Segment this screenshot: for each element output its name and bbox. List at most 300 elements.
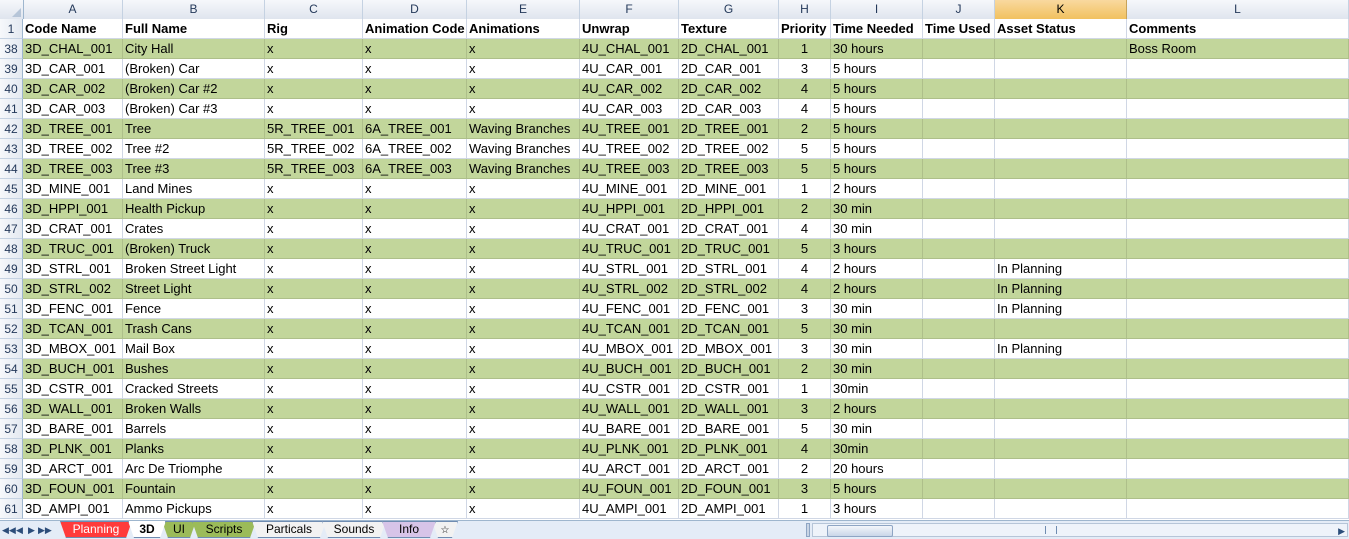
table-cell[interactable]: 5R_TREE_002 [265, 139, 363, 159]
table-cell[interactable] [1127, 279, 1349, 299]
table-cell[interactable] [1127, 259, 1349, 279]
table-cell[interactable] [923, 479, 995, 499]
table-cell[interactable] [923, 39, 995, 59]
column-title-cell[interactable]: Animation Code [363, 19, 467, 39]
table-cell[interactable]: 4U_CRAT_001 [580, 219, 679, 239]
table-cell[interactable]: 2D_FENC_001 [679, 299, 779, 319]
table-cell[interactable]: 5 [779, 319, 831, 339]
table-cell[interactable] [1127, 199, 1349, 219]
table-cell[interactable] [923, 99, 995, 119]
table-cell[interactable]: In Planning [995, 279, 1127, 299]
table-cell[interactable]: 2 [779, 199, 831, 219]
table-cell[interactable]: x [467, 499, 580, 519]
table-cell[interactable] [1127, 459, 1349, 479]
table-cell[interactable]: 6A_TREE_002 [363, 139, 467, 159]
table-cell[interactable]: Waving Branches [467, 159, 580, 179]
table-cell[interactable] [1127, 339, 1349, 359]
table-cell[interactable]: x [363, 319, 467, 339]
table-cell[interactable]: 1 [779, 499, 831, 519]
table-cell[interactable]: 2 hours [831, 279, 923, 299]
table-cell[interactable]: Tree #3 [123, 159, 265, 179]
table-cell[interactable]: x [467, 179, 580, 199]
table-cell[interactable]: 5 hours [831, 99, 923, 119]
table-cell[interactable]: 5 hours [831, 479, 923, 499]
table-cell[interactable] [923, 239, 995, 259]
table-cell[interactable] [1127, 299, 1349, 319]
table-cell[interactable]: 3D_CRAT_001 [23, 219, 123, 239]
table-cell[interactable] [995, 119, 1127, 139]
table-cell[interactable]: 3 [779, 479, 831, 499]
table-cell[interactable]: Cracked Streets [123, 379, 265, 399]
tab-ui[interactable] [162, 521, 196, 538]
table-cell[interactable] [923, 399, 995, 419]
table-cell[interactable]: 2D_HPPI_001 [679, 199, 779, 219]
table-cell[interactable]: 3 hours [831, 499, 923, 519]
table-cell[interactable] [1127, 399, 1349, 419]
table-cell[interactable]: 2D_TCAN_001 [679, 319, 779, 339]
table-cell[interactable]: City Hall [123, 39, 265, 59]
column-header-c[interactable]: C [265, 0, 363, 19]
table-cell[interactable]: 3D_TREE_002 [23, 139, 123, 159]
table-cell[interactable]: 4U_AMPI_001 [580, 499, 679, 519]
tab-scripts[interactable] [192, 521, 256, 538]
table-cell[interactable]: Tree #2 [123, 139, 265, 159]
table-cell[interactable]: 6A_TREE_003 [363, 159, 467, 179]
table-cell[interactable] [995, 399, 1127, 419]
table-cell[interactable]: 3D_AMPI_001 [23, 499, 123, 519]
scroll-right-icon[interactable]: ▶ [1338, 526, 1345, 536]
table-cell[interactable]: x [265, 199, 363, 219]
table-cell[interactable] [923, 499, 995, 519]
table-cell[interactable] [1127, 479, 1349, 499]
table-cell[interactable]: 4U_CSTR_001 [580, 379, 679, 399]
table-cell[interactable] [923, 339, 995, 359]
table-cell[interactable]: x [265, 299, 363, 319]
table-cell[interactable] [923, 299, 995, 319]
table-cell[interactable]: Barrels [123, 419, 265, 439]
table-cell[interactable]: 4U_PLNK_001 [580, 439, 679, 459]
table-cell[interactable]: 4U_BUCH_001 [580, 359, 679, 379]
column-header-k[interactable]: K [995, 0, 1127, 19]
table-cell[interactable]: x [363, 359, 467, 379]
table-cell[interactable]: 5 hours [831, 139, 923, 159]
table-cell[interactable]: 2D_TRUC_001 [679, 239, 779, 259]
table-cell[interactable]: 4U_WALL_001 [580, 399, 679, 419]
table-cell[interactable]: Tree [123, 119, 265, 139]
row-number[interactable]: 57 [0, 419, 23, 439]
column-title-cell[interactable]: Priority [779, 19, 831, 39]
table-cell[interactable]: 5 hours [831, 119, 923, 139]
table-cell[interactable] [995, 459, 1127, 479]
table-cell[interactable]: x [467, 299, 580, 319]
table-cell[interactable]: 2D_TREE_003 [679, 159, 779, 179]
table-cell[interactable]: 4U_BARE_001 [580, 419, 679, 439]
table-cell[interactable] [995, 179, 1127, 199]
table-cell[interactable] [923, 419, 995, 439]
table-cell[interactable] [995, 439, 1127, 459]
table-cell[interactable] [995, 419, 1127, 439]
column-title-cell[interactable]: Unwrap [580, 19, 679, 39]
row-number[interactable]: 53 [0, 339, 23, 359]
column-title-cell[interactable]: Rig [265, 19, 363, 39]
table-cell[interactable]: Mail Box [123, 339, 265, 359]
table-cell[interactable]: 3 [779, 299, 831, 319]
table-cell[interactable]: x [265, 399, 363, 419]
table-cell[interactable]: x [265, 259, 363, 279]
table-cell[interactable]: 2D_ARCT_001 [679, 459, 779, 479]
table-cell[interactable]: 3D_CAR_003 [23, 99, 123, 119]
row-number[interactable]: 49 [0, 259, 23, 279]
table-cell[interactable]: 3D_TCAN_001 [23, 319, 123, 339]
table-cell[interactable]: x [467, 279, 580, 299]
table-cell[interactable]: 4U_STRL_001 [580, 259, 679, 279]
row-number[interactable]: 44 [0, 159, 23, 179]
table-cell[interactable]: x [265, 379, 363, 399]
table-cell[interactable]: 4 [779, 259, 831, 279]
row-number[interactable]: 58 [0, 439, 23, 459]
tab-planning[interactable] [60, 521, 132, 538]
table-cell[interactable] [1127, 219, 1349, 239]
table-cell[interactable] [995, 319, 1127, 339]
table-cell[interactable]: x [265, 479, 363, 499]
insert-sheet-icon[interactable]: ☆ [432, 521, 458, 538]
table-cell[interactable]: 2D_BUCH_001 [679, 359, 779, 379]
column-title-cell[interactable]: Time Needed [831, 19, 923, 39]
tab-info[interactable] [382, 521, 436, 538]
column-header-g[interactable]: G [679, 0, 779, 19]
table-cell[interactable]: 4 [779, 79, 831, 99]
table-cell[interactable]: 4U_STRL_002 [580, 279, 679, 299]
table-cell[interactable]: x [363, 99, 467, 119]
table-cell[interactable]: 4U_TREE_003 [580, 159, 679, 179]
table-cell[interactable] [1127, 239, 1349, 259]
table-cell[interactable]: 30 min [831, 359, 923, 379]
table-cell[interactable]: 3D_STRL_002 [23, 279, 123, 299]
table-cell[interactable]: x [265, 439, 363, 459]
table-cell[interactable]: x [265, 219, 363, 239]
table-cell[interactable]: (Broken) Car #3 [123, 99, 265, 119]
table-cell[interactable] [1127, 439, 1349, 459]
row-number[interactable]: 55 [0, 379, 23, 399]
table-cell[interactable] [995, 99, 1127, 119]
table-cell[interactable] [995, 499, 1127, 519]
table-cell[interactable]: 2D_CHAL_001 [679, 39, 779, 59]
table-cell[interactable]: Fountain [123, 479, 265, 499]
table-cell[interactable] [923, 199, 995, 219]
table-cell[interactable]: 4U_MINE_001 [580, 179, 679, 199]
table-cell[interactable]: 3D_MBOX_001 [23, 339, 123, 359]
table-cell[interactable]: 2 [779, 119, 831, 139]
table-cell[interactable]: 2D_TREE_001 [679, 119, 779, 139]
table-cell[interactable]: x [363, 479, 467, 499]
table-cell[interactable]: x [363, 379, 467, 399]
table-cell[interactable]: 4 [779, 99, 831, 119]
table-cell[interactable]: Crates [123, 219, 265, 239]
column-title-cell[interactable]: Code Name [23, 19, 123, 39]
table-cell[interactable]: x [363, 399, 467, 419]
table-cell[interactable]: 4U_CAR_003 [580, 99, 679, 119]
table-cell[interactable]: 4U_FENC_001 [580, 299, 679, 319]
table-cell[interactable]: x [467, 39, 580, 59]
table-cell[interactable] [995, 159, 1127, 179]
table-cell[interactable]: 30 min [831, 339, 923, 359]
table-cell[interactable]: x [467, 479, 580, 499]
table-cell[interactable] [923, 59, 995, 79]
table-cell[interactable]: x [363, 259, 467, 279]
select-all-corner[interactable] [0, 0, 24, 19]
column-header-j[interactable]: J [923, 0, 995, 19]
table-cell[interactable]: x [467, 259, 580, 279]
table-cell[interactable]: 5 [779, 419, 831, 439]
table-cell[interactable] [923, 359, 995, 379]
table-cell[interactable]: 2D_FOUN_001 [679, 479, 779, 499]
table-cell[interactable]: 2D_PLNK_001 [679, 439, 779, 459]
tab-particals[interactable] [252, 521, 326, 538]
table-cell[interactable]: Health Pickup [123, 199, 265, 219]
table-cell[interactable]: 5 hours [831, 59, 923, 79]
table-cell[interactable]: x [265, 239, 363, 259]
table-cell[interactable] [1127, 79, 1349, 99]
table-cell[interactable]: 30 min [831, 299, 923, 319]
table-cell[interactable] [923, 119, 995, 139]
table-cell[interactable]: 3D_BUCH_001 [23, 359, 123, 379]
table-cell[interactable]: x [265, 39, 363, 59]
table-cell[interactable]: 3 [779, 339, 831, 359]
table-cell[interactable] [995, 139, 1127, 159]
table-cell[interactable]: 3D_TREE_001 [23, 119, 123, 139]
table-cell[interactable]: 2 hours [831, 179, 923, 199]
table-cell[interactable]: Bushes [123, 359, 265, 379]
row-number[interactable]: 48 [0, 239, 23, 259]
table-cell[interactable]: 4U_TRUC_001 [580, 239, 679, 259]
table-cell[interactable]: x [467, 399, 580, 419]
table-cell[interactable]: x [467, 459, 580, 479]
table-cell[interactable]: 2 [779, 359, 831, 379]
table-cell[interactable]: 4 [779, 219, 831, 239]
column-header-l[interactable]: L [1127, 0, 1349, 19]
table-cell[interactable]: 2D_CSTR_001 [679, 379, 779, 399]
table-cell[interactable]: 3D_PLNK_001 [23, 439, 123, 459]
table-cell[interactable]: 30 min [831, 219, 923, 239]
table-cell[interactable]: 2D_MINE_001 [679, 179, 779, 199]
table-cell[interactable]: x [467, 439, 580, 459]
table-cell[interactable]: 5R_TREE_001 [265, 119, 363, 139]
row-number[interactable]: 51 [0, 299, 23, 319]
scrollbar-thumb[interactable] [827, 525, 893, 537]
column-title-cell[interactable]: Time Used [923, 19, 995, 39]
table-cell[interactable]: 5 [779, 159, 831, 179]
table-cell[interactable]: x [363, 79, 467, 99]
table-cell[interactable] [995, 239, 1127, 259]
table-cell[interactable]: Broken Street Light [123, 259, 265, 279]
row-number[interactable]: 38 [0, 39, 23, 59]
table-cell[interactable]: Land Mines [123, 179, 265, 199]
table-cell[interactable] [1127, 119, 1349, 139]
table-cell[interactable]: Broken Walls [123, 399, 265, 419]
table-cell[interactable]: 30 min [831, 419, 923, 439]
table-cell[interactable]: x [265, 99, 363, 119]
table-cell[interactable]: 2D_STRL_002 [679, 279, 779, 299]
table-cell[interactable]: x [467, 359, 580, 379]
table-cell[interactable]: x [265, 179, 363, 199]
table-cell[interactable]: 2D_CRAT_001 [679, 219, 779, 239]
table-cell[interactable]: 2D_CAR_001 [679, 59, 779, 79]
table-cell[interactable]: x [363, 459, 467, 479]
row-number[interactable]: 42 [0, 119, 23, 139]
table-cell[interactable]: 4U_MBOX_001 [580, 339, 679, 359]
table-cell[interactable]: 2 hours [831, 399, 923, 419]
table-cell[interactable]: 2D_TREE_002 [679, 139, 779, 159]
column-title-cell[interactable]: Comments [1127, 19, 1349, 39]
table-cell[interactable]: 3D_WALL_001 [23, 399, 123, 419]
row-number[interactable]: 45 [0, 179, 23, 199]
table-cell[interactable]: 3D_TREE_003 [23, 159, 123, 179]
row-number[interactable]: 41 [0, 99, 23, 119]
table-cell[interactable]: 4 [779, 279, 831, 299]
table-cell[interactable]: 30 min [831, 199, 923, 219]
table-cell[interactable]: 30 hours [831, 39, 923, 59]
row-number[interactable]: 43 [0, 139, 23, 159]
table-cell[interactable] [923, 139, 995, 159]
table-cell[interactable]: x [363, 299, 467, 319]
table-cell[interactable]: 3D_HPPI_001 [23, 199, 123, 219]
row-number[interactable]: 52 [0, 319, 23, 339]
table-cell[interactable]: x [467, 379, 580, 399]
table-cell[interactable]: Arc De Triomphe [123, 459, 265, 479]
table-cell[interactable]: 20 hours [831, 459, 923, 479]
table-cell[interactable]: x [363, 279, 467, 299]
table-cell[interactable]: x [467, 79, 580, 99]
table-cell[interactable]: 3D_CSTR_001 [23, 379, 123, 399]
table-cell[interactable]: Boss Room [1127, 39, 1349, 59]
row-number[interactable]: 59 [0, 459, 23, 479]
table-cell[interactable]: 4U_CHAL_001 [580, 39, 679, 59]
table-cell[interactable] [923, 219, 995, 239]
column-header-h[interactable]: H [779, 0, 831, 19]
table-cell[interactable] [923, 279, 995, 299]
column-header-i[interactable]: I [831, 0, 923, 19]
first-sheet-icon[interactable]: ◀◀ [2, 525, 16, 535]
table-cell[interactable]: x [363, 239, 467, 259]
table-cell[interactable]: Planks [123, 439, 265, 459]
table-cell[interactable]: 1 [779, 379, 831, 399]
table-cell[interactable] [995, 479, 1127, 499]
table-cell[interactable]: x [363, 59, 467, 79]
table-cell[interactable] [995, 39, 1127, 59]
table-cell[interactable]: Trash Cans [123, 319, 265, 339]
table-cell[interactable] [1127, 379, 1349, 399]
table-cell[interactable]: x [363, 199, 467, 219]
row-number[interactable]: 40 [0, 79, 23, 99]
table-cell[interactable]: Street Light [123, 279, 265, 299]
table-cell[interactable]: 4U_FOUN_001 [580, 479, 679, 499]
table-cell[interactable]: 3D_FOUN_001 [23, 479, 123, 499]
table-cell[interactable]: x [467, 219, 580, 239]
table-cell[interactable]: (Broken) Car #2 [123, 79, 265, 99]
table-cell[interactable]: 2 [779, 459, 831, 479]
column-title-cell[interactable]: Texture [679, 19, 779, 39]
table-cell[interactable]: x [467, 339, 580, 359]
last-sheet-icon[interactable]: ▶▶ [38, 525, 52, 535]
table-cell[interactable]: 6A_TREE_001 [363, 119, 467, 139]
table-cell[interactable]: x [467, 59, 580, 79]
table-cell[interactable]: x [265, 279, 363, 299]
table-cell[interactable]: 4U_CAR_002 [580, 79, 679, 99]
table-cell[interactable] [995, 359, 1127, 379]
table-cell[interactable] [1127, 159, 1349, 179]
table-cell[interactable]: x [363, 179, 467, 199]
table-cell[interactable]: 5 hours [831, 79, 923, 99]
table-cell[interactable]: 5 [779, 139, 831, 159]
table-cell[interactable]: x [265, 339, 363, 359]
table-cell[interactable]: 1 [779, 179, 831, 199]
table-cell[interactable] [1127, 99, 1349, 119]
table-cell[interactable] [923, 179, 995, 199]
table-cell[interactable] [923, 439, 995, 459]
table-cell[interactable]: x [467, 319, 580, 339]
table-cell[interactable]: 2D_STRL_001 [679, 259, 779, 279]
table-cell[interactable]: 2D_BARE_001 [679, 419, 779, 439]
table-cell[interactable]: 2D_AMPI_001 [679, 499, 779, 519]
column-title-cell[interactable]: Asset Status [995, 19, 1127, 39]
table-cell[interactable]: 3 [779, 399, 831, 419]
table-cell[interactable] [1127, 319, 1349, 339]
table-cell[interactable] [1127, 359, 1349, 379]
table-cell[interactable]: 3 hours [831, 239, 923, 259]
row-number[interactable]: 47 [0, 219, 23, 239]
table-cell[interactable]: 3D_CAR_001 [23, 59, 123, 79]
column-title-cell[interactable]: Full Name [123, 19, 265, 39]
table-cell[interactable]: 3D_CHAL_001 [23, 39, 123, 59]
table-cell[interactable]: 2D_MBOX_001 [679, 339, 779, 359]
table-cell[interactable]: In Planning [995, 299, 1127, 319]
table-cell[interactable] [1127, 419, 1349, 439]
table-cell[interactable]: x [265, 499, 363, 519]
table-cell[interactable]: 4U_TREE_002 [580, 139, 679, 159]
next-sheet-icon[interactable]: ▶ [28, 525, 35, 535]
table-cell[interactable]: 3D_CAR_002 [23, 79, 123, 99]
table-cell[interactable]: 4U_ARCT_001 [580, 459, 679, 479]
table-cell[interactable]: 2D_WALL_001 [679, 399, 779, 419]
prev-sheet-icon[interactable]: ◀ [16, 525, 23, 535]
table-cell[interactable]: Ammo Pickups [123, 499, 265, 519]
table-cell[interactable]: 3D_TRUC_001 [23, 239, 123, 259]
row-number[interactable]: 60 [0, 479, 23, 499]
table-cell[interactable]: x [363, 39, 467, 59]
table-cell[interactable]: Waving Branches [467, 139, 580, 159]
row-number[interactable]: 46 [0, 199, 23, 219]
row-number[interactable]: 50 [0, 279, 23, 299]
table-cell[interactable]: x [467, 419, 580, 439]
table-cell[interactable]: x [363, 419, 467, 439]
table-cell[interactable]: 4U_HPPI_001 [580, 199, 679, 219]
table-cell[interactable]: x [363, 439, 467, 459]
table-cell[interactable] [995, 79, 1127, 99]
table-cell[interactable] [995, 199, 1127, 219]
table-cell[interactable]: x [265, 79, 363, 99]
table-cell[interactable] [923, 79, 995, 99]
table-cell[interactable]: x [467, 199, 580, 219]
table-cell[interactable] [995, 379, 1127, 399]
table-cell[interactable]: 3D_STRL_001 [23, 259, 123, 279]
table-cell[interactable] [995, 219, 1127, 239]
table-cell[interactable]: x [467, 99, 580, 119]
table-cell[interactable]: 30min [831, 379, 923, 399]
column-header-d[interactable]: D [363, 0, 467, 19]
row-number[interactable]: 1 [0, 19, 23, 39]
table-cell[interactable] [1127, 499, 1349, 519]
table-cell[interactable] [995, 59, 1127, 79]
